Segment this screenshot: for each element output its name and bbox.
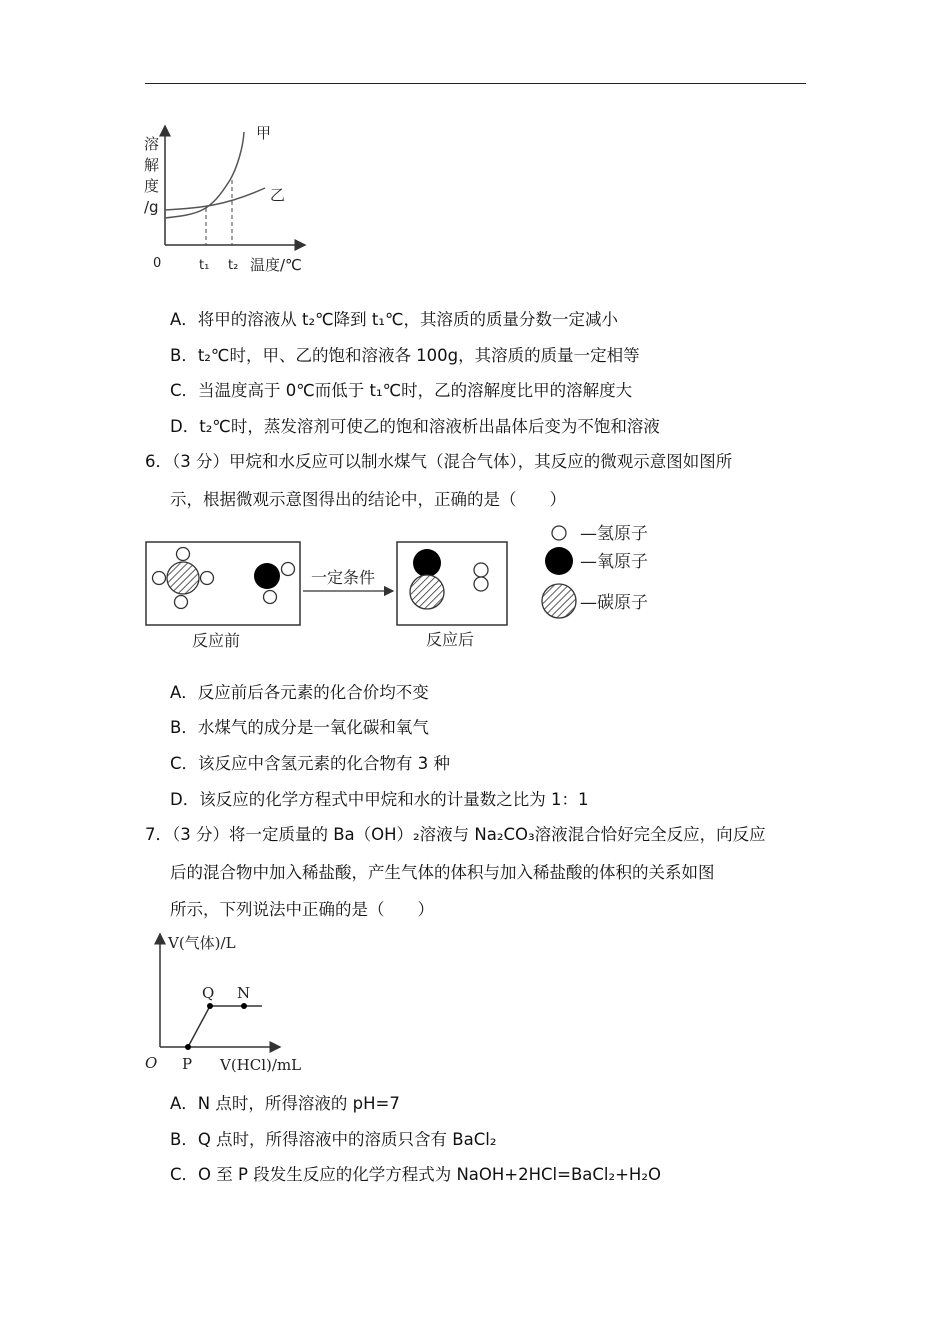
y-axis-label: V(气体)/L bbox=[168, 934, 236, 952]
y-label-char-1: 溶 bbox=[144, 135, 160, 153]
y-label-char-4: /g bbox=[144, 198, 159, 216]
hydrogen-atom bbox=[474, 577, 488, 591]
carbon-atom bbox=[167, 562, 199, 594]
arrow-label: 一定条件 bbox=[311, 568, 376, 587]
after-label: 反应后 bbox=[426, 630, 475, 649]
oxygen-atom bbox=[254, 563, 280, 589]
q7-option-b: B．Q 点时，所得溶液中的溶质只含有 BaCl₂ bbox=[170, 1130, 497, 1149]
hydrogen-atom bbox=[264, 591, 277, 604]
before-label: 反应前 bbox=[192, 631, 241, 650]
gas-volume-graph bbox=[140, 928, 320, 1080]
q7-option-a: A．N 点时，所得溶液的 pH=7 bbox=[170, 1094, 400, 1113]
q6-stem-line-2: 示，根据微观示意图得出的结论中，正确的是（ ） bbox=[170, 490, 566, 509]
legend-oxygen-label: —氧原子 bbox=[580, 552, 648, 572]
q6-option-a: A．反应前后各元素的化合价均不变 bbox=[170, 683, 429, 702]
curve-jia bbox=[165, 132, 244, 218]
x-axis-label: 温度/℃ bbox=[250, 256, 302, 274]
hydrogen-molecule bbox=[474, 563, 488, 591]
q7-stem-line-3: 所示，下列说法中正确的是（ ） bbox=[170, 900, 434, 919]
legend-carbon-icon bbox=[542, 584, 576, 618]
q5-option-c: C．当温度高于 0℃而低于 t₁℃时，乙的溶解度比甲的溶解度大 bbox=[170, 381, 633, 400]
legend-hydrogen-icon bbox=[552, 526, 566, 540]
origin-label: O bbox=[145, 1054, 158, 1072]
header-rule bbox=[145, 83, 806, 84]
hydrogen-atom bbox=[201, 572, 214, 585]
point-n bbox=[241, 1003, 247, 1009]
legend-carbon-label: —碳原子 bbox=[580, 593, 648, 613]
legend bbox=[542, 524, 648, 618]
t1-label: t₁ bbox=[199, 258, 210, 273]
q7-stem-line-2: 后的混合物中加入稀盐酸，产生气体的体积与加入稀盐酸的体积的关系如图 bbox=[170, 863, 715, 882]
carbon-monoxide-molecule bbox=[410, 549, 444, 609]
p-label: P bbox=[182, 1055, 193, 1073]
hydrogen-atom bbox=[282, 563, 295, 576]
curve-yi-label: 乙 bbox=[270, 186, 286, 204]
q-label: Q bbox=[202, 984, 215, 1002]
y-label-char-3: 度 bbox=[144, 177, 160, 195]
hydrogen-atom bbox=[175, 596, 188, 609]
q6-option-d: D．该反应的化学方程式中甲烷和水的计量数之比为 1：1 bbox=[170, 790, 589, 809]
curve-jia-label: 甲 bbox=[256, 124, 272, 142]
x-axis-label: V(HCl)/mL bbox=[220, 1056, 302, 1074]
q5-option-b: B．t₂℃时，甲、乙的饱和溶液各 100g，其溶质的质量一定相等 bbox=[170, 346, 640, 365]
t2-label: t₂ bbox=[228, 258, 239, 273]
q6-stem-line-1: 6．（3 分）甲烷和水反应可以制水煤气（混合气体），其反应的微观示意图如图所 bbox=[145, 452, 733, 471]
hydrogen-atom bbox=[177, 548, 190, 561]
gas-rise-segment bbox=[188, 1006, 210, 1047]
reaction-diagram bbox=[140, 518, 680, 658]
hydrogen-atom bbox=[474, 563, 488, 577]
methane-molecule bbox=[153, 548, 214, 609]
carbon-atom bbox=[410, 575, 444, 609]
y-label-char-2: 解 bbox=[144, 156, 160, 174]
point-q bbox=[207, 1003, 213, 1009]
q7-option-c: C．O 至 P 段发生反应的化学方程式为 NaOH+2HCl=BaCl₂+H₂O bbox=[170, 1165, 661, 1184]
q7-stem-line-1: 7．（3 分）将一定质量的 Ba（OH）₂溶液与 Na₂CO₃溶液混合恰好完全反应，向反应 bbox=[145, 825, 766, 844]
solubility-graph bbox=[140, 118, 320, 278]
legend-hydrogen-label: —氢原子 bbox=[580, 524, 648, 544]
water-molecule bbox=[254, 563, 295, 604]
hydrogen-atom bbox=[153, 572, 166, 585]
oxygen-atom bbox=[413, 549, 441, 577]
point-p bbox=[185, 1044, 191, 1050]
origin-label: 0 bbox=[153, 256, 162, 271]
q6-option-c: C．该反应中含氢元素的化合物有 3 种 bbox=[170, 754, 451, 773]
q5-option-d: D．t₂℃时，蒸发溶剂可使乙的饱和溶液析出晶体后变为不饱和溶液 bbox=[170, 417, 660, 436]
q6-option-b: B．水煤气的成分是一氧化碳和氧气 bbox=[170, 718, 429, 737]
legend-oxygen-icon bbox=[545, 547, 573, 575]
n-label: N bbox=[237, 984, 251, 1002]
q5-option-a: A．将甲的溶液从 t₂℃降到 t₁℃，其溶质的质量分数一定减小 bbox=[170, 310, 619, 329]
